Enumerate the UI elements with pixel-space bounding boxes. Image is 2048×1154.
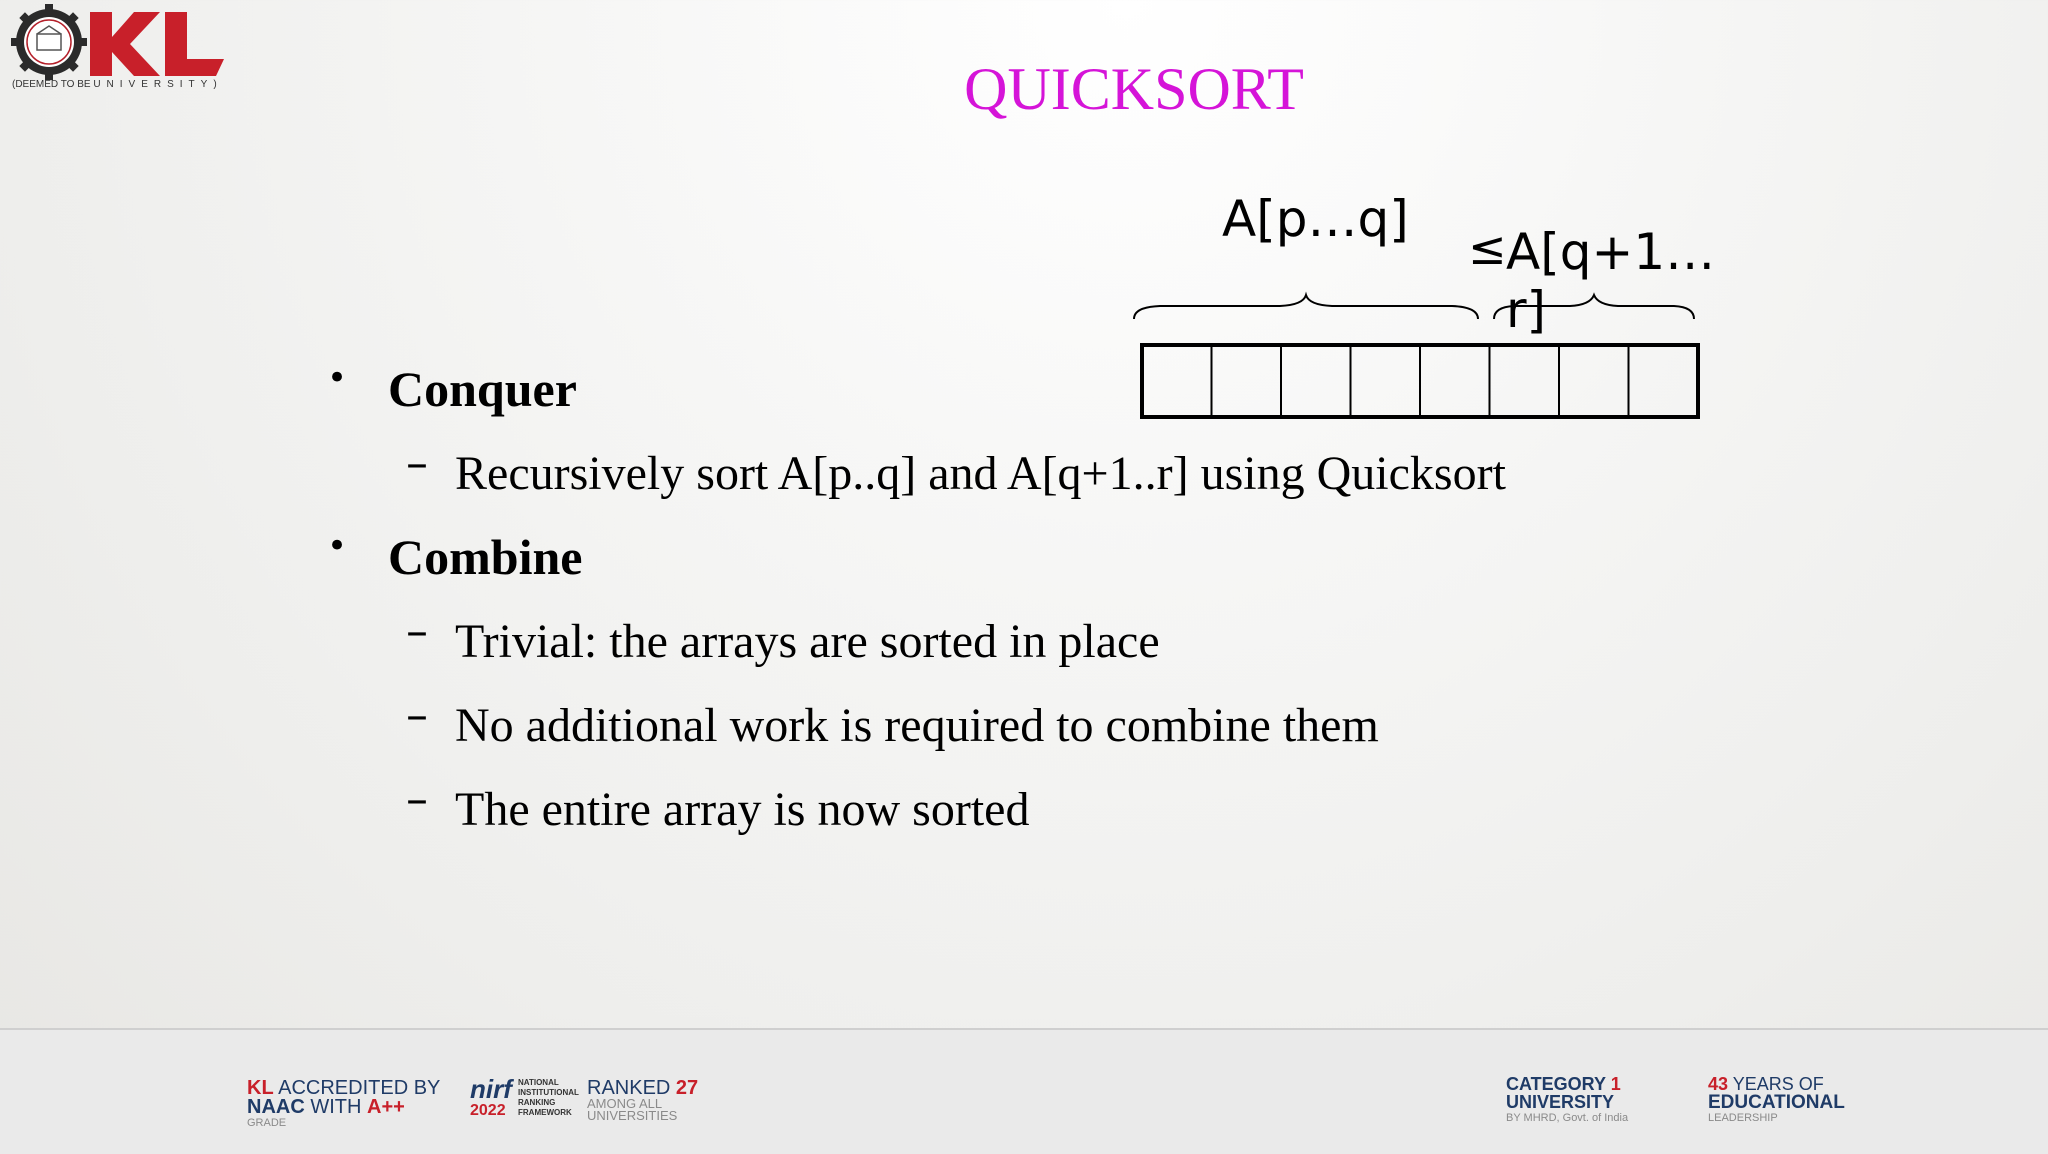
category-by: BY MHRD, Govt. of India: [1506, 1112, 1629, 1124]
category-label: CATEGORY: [1506, 1074, 1606, 1094]
less-equal-symbol: ≤: [1468, 221, 1507, 275]
category-number: 1: [1610, 1074, 1621, 1094]
years-text: YEARS OF: [1732, 1074, 1824, 1094]
nirf-among: [587, 1098, 677, 1122]
dash: –: [406, 606, 428, 657]
nirf-rank: 27: [675, 1077, 699, 1099]
nirf-among-line: AMONG ALL: [587, 1096, 663, 1111]
nirf-year: 2022: [470, 1102, 506, 1119]
naac-grade-line: [247, 1096, 405, 1119]
category-university-word: UNIVERSITY: [1506, 1092, 1615, 1112]
naac-kl: KL: [247, 1077, 274, 1099]
heading-conquer: Conquer: [388, 361, 577, 417]
combine-subitem: No additional work is required to combine them: [455, 699, 1379, 752]
nirf-line: FRAMEWORK: [518, 1108, 572, 1117]
bullet-dot: •: [327, 526, 348, 566]
dash: –: [406, 438, 428, 489]
combine-subitem: The entire array is now sorted: [455, 783, 1030, 836]
nirf-line: NATIONAL: [518, 1078, 559, 1087]
nirf-among-line: UNIVERSITIES: [587, 1108, 678, 1123]
tagline-word: UNIVERSITY): [93, 79, 223, 90]
nirf-text: [518, 1078, 579, 1118]
bullet-dot: •: [327, 358, 348, 398]
nirf-logo: nirf: [470, 1074, 512, 1104]
slide-title: QUICKSORT: [964, 56, 1304, 122]
left-subarray-label: A[p…q]: [1222, 190, 1409, 248]
array-cells: [1142, 345, 1698, 417]
footer-banner: [0, 1028, 2048, 1154]
array-partition-diagram: [1120, 180, 1720, 430]
combine-subitem: Trivial: the arrays are sorted in place: [455, 615, 1160, 668]
right-subarray-label: A[q+1…r]: [1506, 223, 1716, 339]
naac-grade-value: A++: [367, 1096, 405, 1118]
naac-with: WITH: [310, 1096, 362, 1118]
years-educational: EDUCATIONAL: [1708, 1092, 1845, 1113]
naac-accredited: ACCREDITED BY: [278, 1077, 441, 1099]
nirf-line: INSTITUTIONAL: [518, 1088, 579, 1097]
conquer-subitem: Recursively sort A[p..q] and A[q+1..r] using Quicksort: [455, 447, 1506, 500]
dash: –: [406, 774, 428, 825]
array-drawing: [1120, 180, 1720, 430]
naac-grade-label: GRADE: [247, 1117, 287, 1129]
left-brace: [1134, 295, 1478, 319]
right-brace: [1494, 295, 1694, 319]
dash: –: [406, 690, 428, 741]
heading-combine: Combine: [388, 529, 583, 585]
years-leadership-word: LEADERSHIP: [1708, 1112, 1778, 1124]
nirf-line: RANKING: [518, 1098, 556, 1107]
nirf-ranked: RANKED: [587, 1077, 671, 1099]
tagline-prefix: (DEEMED TO BE: [12, 79, 91, 90]
years-number: 43: [1708, 1074, 1729, 1094]
naac-name: NAAC: [247, 1096, 305, 1118]
